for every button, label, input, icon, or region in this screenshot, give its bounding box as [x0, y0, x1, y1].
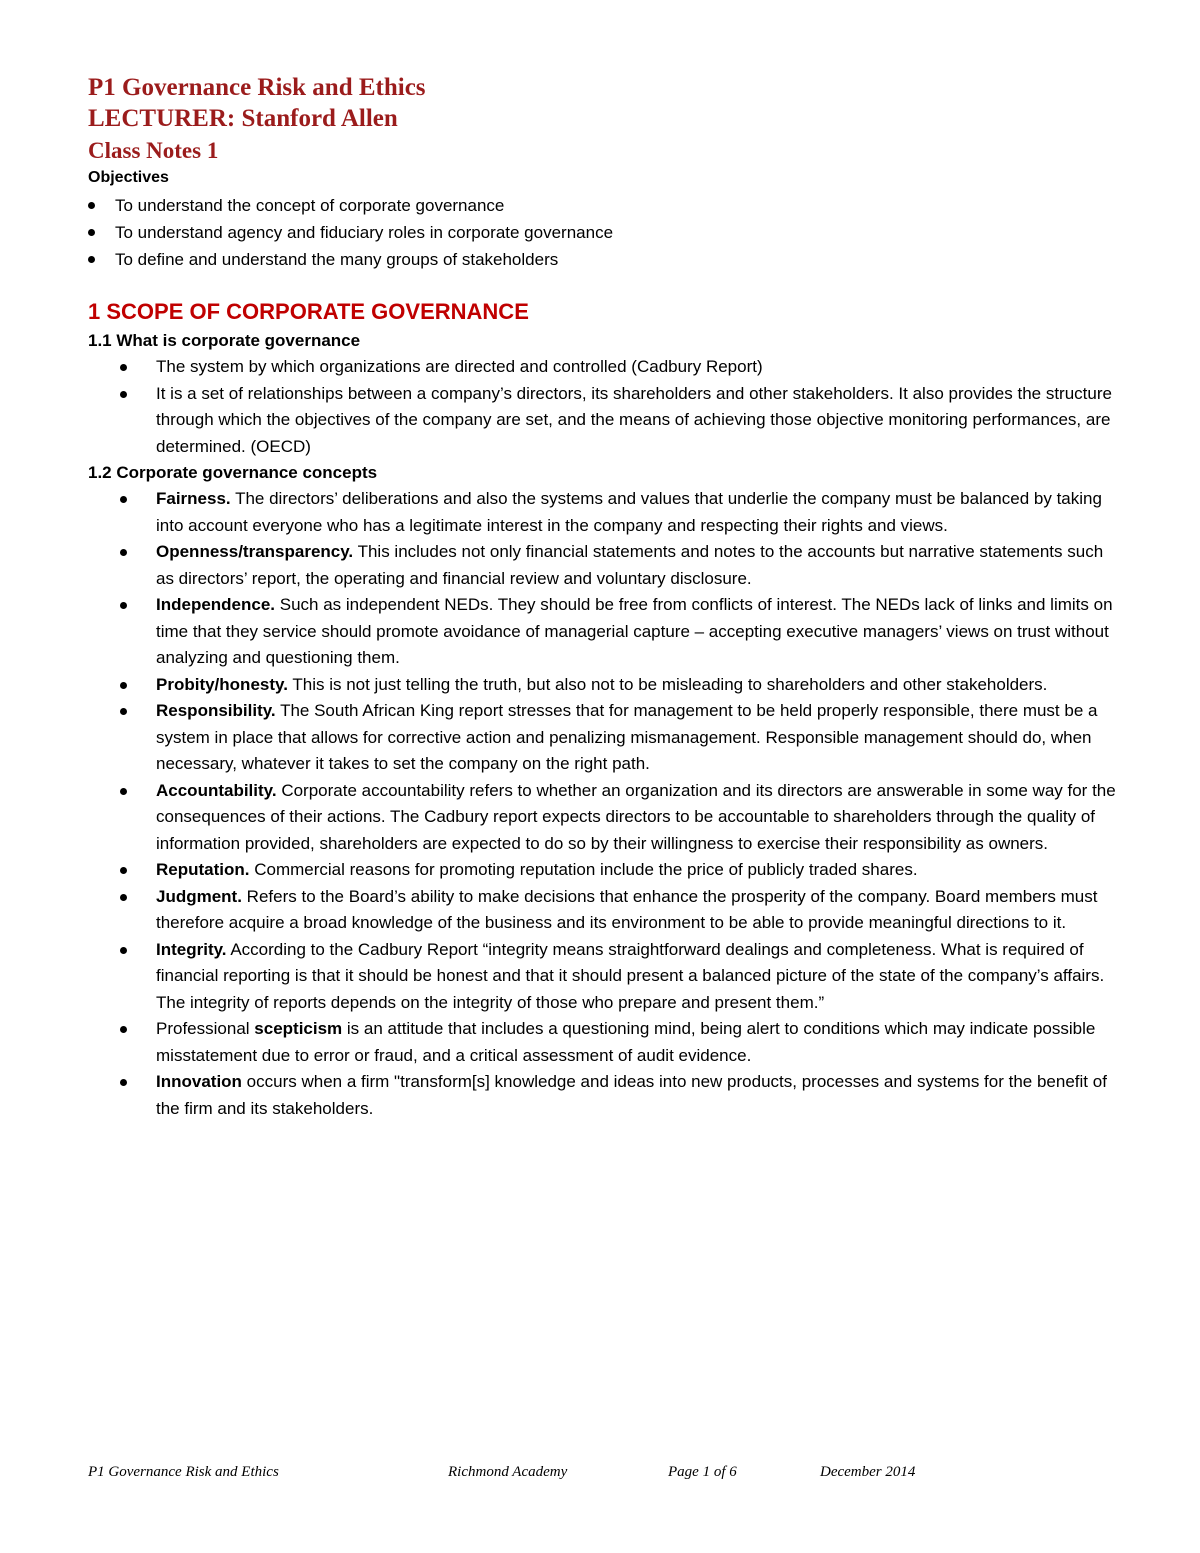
document-title: P1 Governance Risk and Ethics	[88, 74, 426, 101]
bullet-icon	[120, 602, 127, 609]
concept-term: Independence.	[156, 595, 276, 614]
subsection-heading: 1.1 What is corporate governance	[88, 331, 361, 350]
bullet-icon	[120, 496, 127, 503]
list-item: To understand the concept of corporate governance	[88, 192, 1128, 219]
lecturer-line: LECTURER: Stanford Allen	[88, 105, 398, 132]
list-item: Accountability. Corporate accountability refers to whether an organization and its directors are answerable in some way for the consequences of their actions. The Cadbury report expects directors to be accountable to shareholders through the quality of information provided, shareholders are expected to do so by their willingness to exercise their responsibility as owners.	[114, 778, 1128, 858]
bullet-icon	[120, 867, 127, 874]
list-item: To define and understand the many groups of stakeholders	[88, 246, 1128, 273]
objectives-label: Objectives	[88, 169, 169, 186]
list-item: Independence. Such as independent NEDs. They should be free from conflicts of interest. The NEDs lack of links and limits on time that they service should promote avoidance of managerial capture – accepting executive managers’ views on trust without analyzing and questioning them.	[114, 592, 1128, 672]
bullet-icon	[120, 549, 127, 556]
concepts-list	[88, 486, 1128, 1122]
list-item: Openness/transparency. This includes not only financial statements and notes to the accounts but narrative statements such as directors’ report, the operating and financial review and voluntary disclosure.	[114, 539, 1128, 592]
concept-term: scepticism	[254, 1019, 343, 1038]
footer-date: December 2014	[820, 1464, 916, 1480]
bullet-icon	[120, 788, 127, 795]
footer-page-number: Page 1 of 6	[668, 1464, 737, 1480]
list-item: To understand agency and fiduciary roles in corporate governance	[88, 219, 1128, 246]
document-page	[88, 72, 1128, 1122]
concept-term: Judgment.	[156, 886, 242, 906]
concept-term: Accountability.	[156, 780, 277, 800]
bullet-icon	[88, 202, 95, 209]
bullet-icon	[88, 256, 95, 263]
bullet-icon	[120, 1026, 127, 1033]
objectives-list	[88, 192, 1128, 273]
bullet-icon	[120, 947, 127, 954]
concept-term: Responsibility.	[156, 701, 276, 720]
bullet-icon	[120, 364, 127, 371]
class-notes-title: Class Notes 1	[88, 138, 219, 163]
bullet-icon	[120, 708, 127, 715]
concept-term: Reputation.	[156, 860, 250, 879]
bullet-icon	[120, 1079, 127, 1086]
list-item: Fairness. The directors’ deliberations and also the systems and values that underlie the company must be balanced by taking into account everyone who has a legitimate interest in the company and respecting their rights and views.	[114, 486, 1128, 539]
list-item: It is a set of relationships between a company’s directors, its shareholders and other stakeholders. It also provides the structure through which the objectives of the company are set, and the means of achieving those objective monitoring performances, are determined. (OECD)	[114, 381, 1128, 461]
footer-organization: Richmond Academy	[448, 1464, 568, 1480]
list-item: Integrity. According to the Cadbury Report “integrity means straightforward dealings and completeness. What is required of financial reporting is that it should be honest and that it should present a balanced picture of the state of the company’s affairs. The integrity of reports depends on the integrity of those who prepare and present them.”	[114, 937, 1128, 1017]
section-heading: 1 SCOPE OF CORPORATE GOVERNANCE	[88, 299, 529, 324]
list-item: Responsibility. The South African King report stresses that for management to be held properly responsible, there must be a system in place that allows for corrective action and penalizing mismanagement. Responsible management should do, when necessary, whatever it takes to set the company on the right path.	[114, 698, 1128, 778]
concept-term: Openness/transparency.	[156, 542, 354, 561]
concept-term: Probity/honesty.	[156, 674, 288, 694]
footer-title: P1 Governance Risk and Ethics	[88, 1464, 279, 1480]
concept-term: Integrity.	[156, 939, 227, 959]
definition-list	[88, 354, 1128, 460]
concept-term: Innovation	[156, 1072, 242, 1091]
bullet-icon	[120, 894, 127, 901]
subsection-heading: 1.2 Corporate governance concepts	[88, 463, 378, 482]
list-item: Reputation. Commercial reasons for promoting reputation include the price of publicly traded shares.	[114, 857, 1128, 884]
bullet-icon	[120, 391, 127, 398]
bullet-icon	[88, 229, 95, 236]
list-item: Innovation occurs when a firm "transform[s] knowledge and ideas into new products, processes and systems for the benefit of the firm and its stakeholders.	[114, 1069, 1128, 1122]
concept-term: Fairness.	[156, 489, 231, 508]
list-item: Judgment. Refers to the Board’s ability to make decisions that enhance the prosperity of the company. Board members must therefore acquire a broad knowledge of the business and its environment to be able to provide meaningful directions to it.	[114, 884, 1128, 937]
list-item: Probity/honesty. This is not just telling the truth, but also not to be misleading to shareholders and other stakeholders.	[114, 672, 1128, 699]
page-footer	[88, 1464, 1128, 1484]
bullet-icon	[120, 682, 127, 689]
list-item: The system by which organizations are directed and controlled (Cadbury Report)	[114, 354, 1128, 381]
list-item: Professional scepticism is an attitude that includes a questioning mind, being alert to conditions which may indicate possible misstatement due to error or fraud, and a critical assessment of audit evidence.	[114, 1016, 1128, 1069]
